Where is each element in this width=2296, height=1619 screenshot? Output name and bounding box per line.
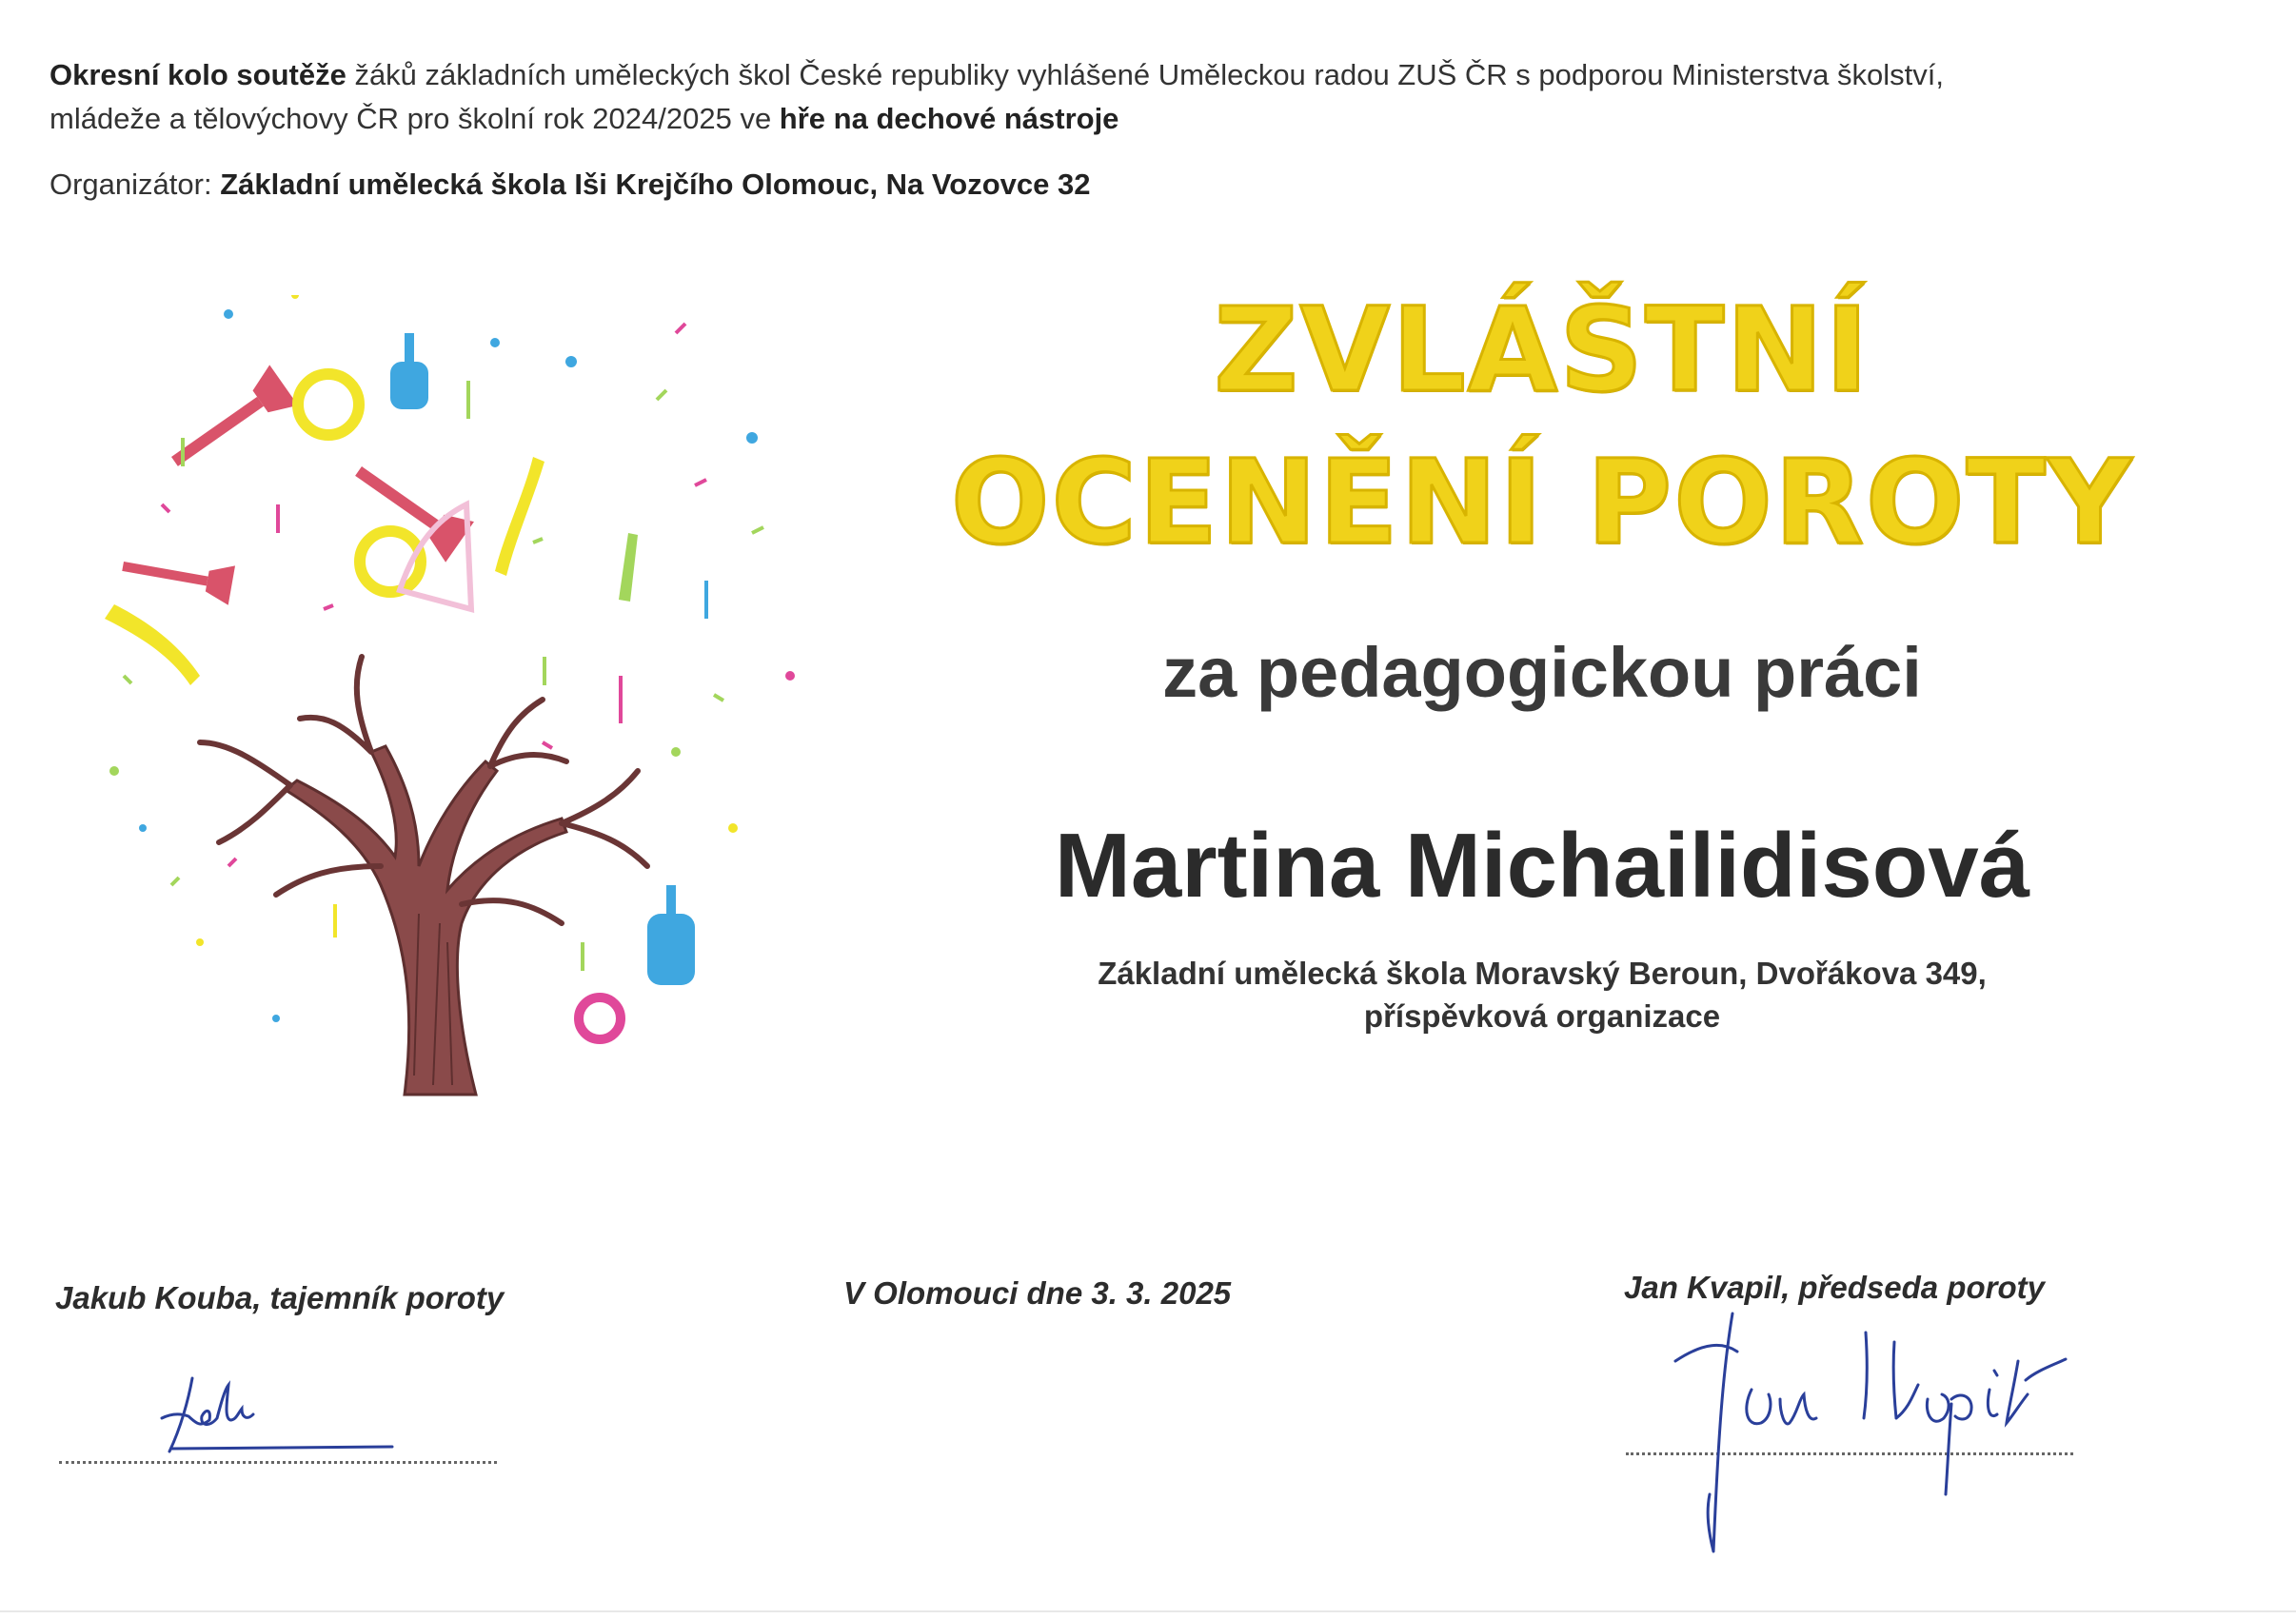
recipient-name: Martina Michailidisová: [1054, 815, 2030, 917]
header-bold-category: hře na dechové nástroje: [779, 102, 1119, 135]
french-horn-icon: [579, 997, 621, 1039]
saxophone-icon: [495, 457, 544, 576]
saxophone-icon: [105, 604, 200, 685]
signature-label-chairman: Jan Kvapil, předseda poroty: [1624, 1270, 2045, 1305]
header-text-line2: mládeže a tělovýchovy ČR pro školní rok 2024/2025 ve: [49, 102, 780, 135]
tree-trunk: [286, 746, 566, 1095]
guitar-icon: [390, 333, 428, 409]
award-title: [847, 274, 2237, 579]
trumpet-icon: [119, 546, 235, 605]
organizer-line: [49, 168, 1090, 202]
guitar-icon: [647, 885, 695, 985]
recipient-school-line1: Základní umělecká škola Moravský Beroun, Dvořákova 349,: [1098, 956, 1987, 991]
award-subtitle: za pedagogickou práci: [1162, 633, 1922, 712]
saxophone-icon: [619, 533, 638, 602]
place-and-date: V Olomouci dne 3. 3. 2025: [843, 1275, 1232, 1311]
award-title-line2: OCENĚNÍ POROTY: [950, 435, 2134, 570]
recipient-school: [847, 952, 2237, 1037]
organizer-name: Základní umělecká škola Iši Krejčího Olomouc, Na Vozovce 32: [220, 168, 1091, 201]
signature-chairman: [1647, 1294, 2123, 1580]
award-title-line1: ZVLÁŠTNÍ: [1214, 283, 1870, 418]
organizer-label: Organizátor:: [49, 168, 221, 201]
competition-header: [49, 53, 2220, 141]
signature-secretary: [143, 1361, 409, 1466]
header-text-line1: žáků základních uměleckých škol České republiky vyhlášené Uměleckou radou ZUŠ ČR s podporou Ministerstva školství,: [346, 58, 1944, 91]
french-horn-icon: [298, 374, 359, 435]
header-bold-competition: Okresní kolo soutěže: [49, 58, 346, 91]
page-edge-line: [0, 1610, 2296, 1612]
signature-label-secretary: Jakub Kouba, tajemník poroty: [55, 1280, 505, 1315]
recipient-school-line2: příspěvková organizace: [1363, 998, 1721, 1034]
music-tree-icon: [86, 295, 847, 1104]
